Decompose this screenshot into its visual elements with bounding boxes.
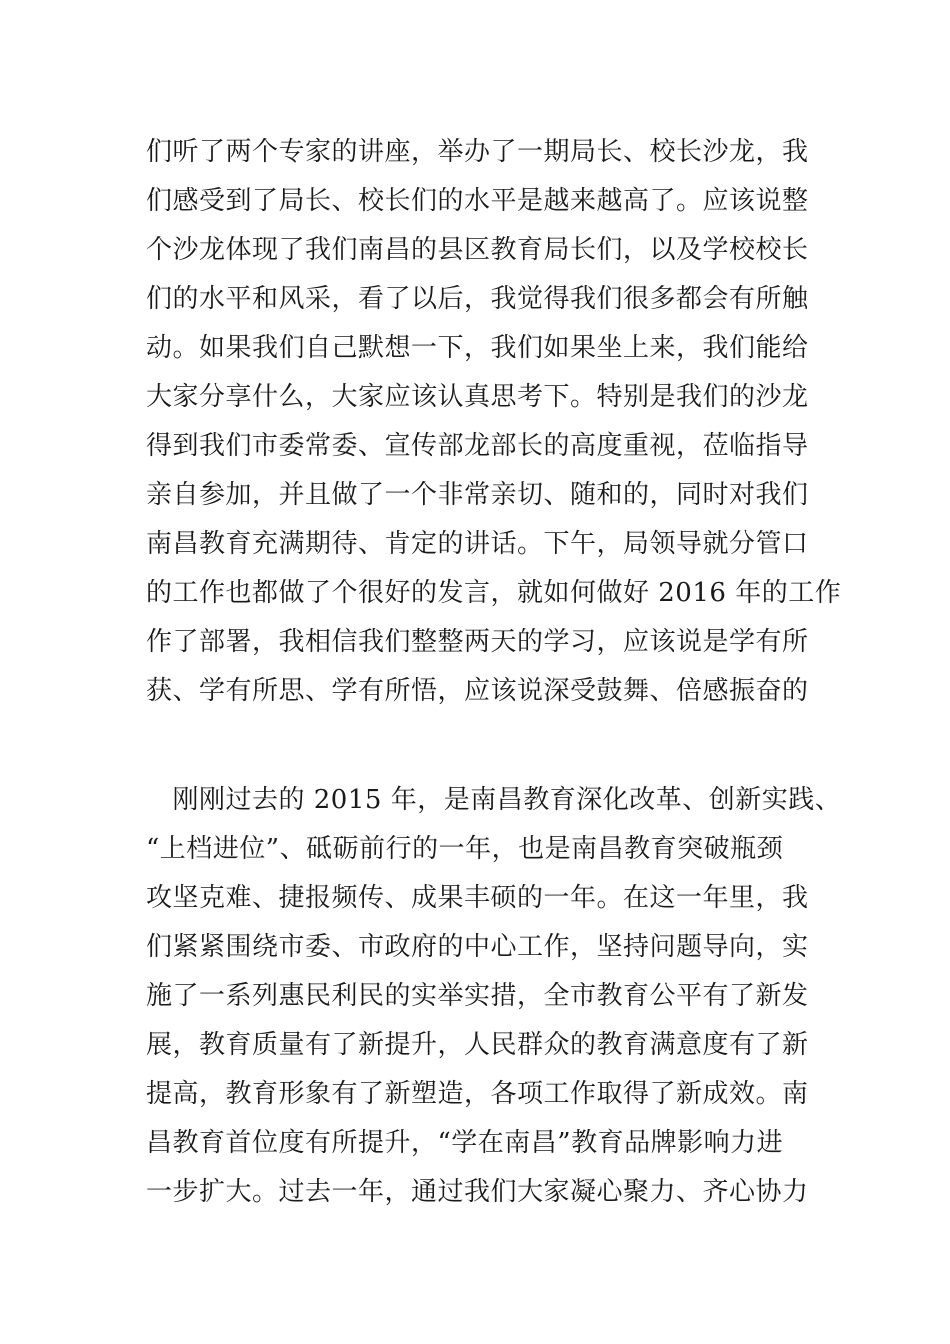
text-line: 展，教育质量有了新提升，人民群众的教育满意度有了新 <box>146 1030 809 1060</box>
text-line: 们的水平和风采，看了以后，我觉得我们很多都会有所触 <box>146 284 809 314</box>
text-line: 作了部署，我相信我们整整两天的学习，应该说是学有所 <box>146 627 809 657</box>
text-line: 攻坚克难、捷报频传、成果丰硕的一年。在这一年里，我 <box>146 883 809 913</box>
text-line: “上档进位”、砥砺前行的一年，也是南昌教育突破瓶颈 <box>146 834 784 864</box>
text-line: 们紧紧围绕市委、市政府的中心工作，坚持问题导向，实 <box>146 932 809 962</box>
text-line: 个沙龙体现了我们南昌的县区教育局长们，以及学校校长 <box>146 235 809 265</box>
text-line: 施了一系列惠民利民的实举实措，全市教育公平有了新发 <box>146 981 809 1011</box>
text-line: 南昌教育充满期待、肯定的讲话。下午，局领导就分管口 <box>146 529 809 559</box>
paragraph <box>146 128 842 716</box>
text-line: 得到我们市委常委、宣传部龙部长的高度重视，莅临指导 <box>146 431 809 461</box>
text-line: 亲自参加，并且做了一个非常亲切、随和的，同时对我们 <box>146 480 809 510</box>
text-line: 的工作也都做了个很好的发言，就如何做好 2016 年的工作 <box>146 578 842 608</box>
text-line: 们感受到了局长、校长们的水平是越来越高了。应该说整 <box>146 186 809 216</box>
text-line: 一步扩大。过去一年，通过我们大家凝心聚力、齐心协力 <box>146 1177 809 1207</box>
text-line: 获、学有所思、学有所悟，应该说深受鼓舞、倍感振奋的 <box>146 676 809 706</box>
text-line: 刚刚过去的 2015 年，是南昌教育深化改革、创新实践、 <box>146 785 842 815</box>
text-line: 大家分享什么，大家应该认真思考下。特别是我们的沙龙 <box>146 382 809 412</box>
text-line: 提高，教育形象有了新塑造，各项工作取得了新成效。南 <box>146 1079 809 1109</box>
text-line: 动。如果我们自己默想一下，我们如果坐上来，我们能给 <box>146 333 809 363</box>
text-line: 昌教育首位度有所提升，“学在南昌”教育品牌影响力进 <box>146 1128 784 1158</box>
text-line: 们听了两个专家的讲座，举办了一期局长、校长沙龙，我 <box>146 137 809 167</box>
paragraph <box>146 776 842 1217</box>
